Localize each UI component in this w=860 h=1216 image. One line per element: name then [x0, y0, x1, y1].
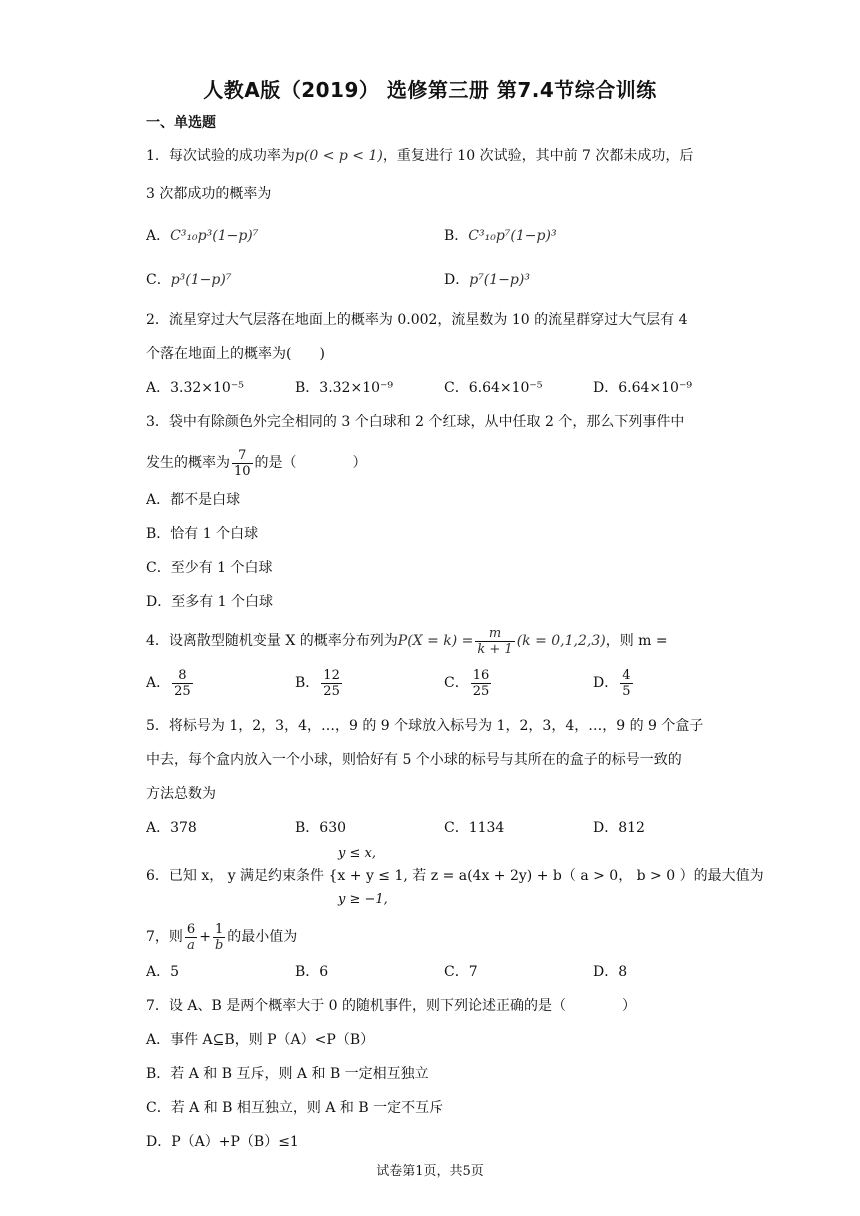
- question-3-stem: 3．袋中有除颜色外完全相同的 3 个白球和 2 个红球，从中任取 2 个，那么下列事件中: [146, 414, 685, 430]
- question-5-stem-line3: 方法总数为: [146, 786, 216, 802]
- q4-option-b[interactable]: B． $\frac{12}{25}$: [295, 667, 340, 699]
- question-6-stem-line2: 7，则 $\frac{6}{a}$ + $\frac{1}{b}$ 的最小值为: [146, 921, 298, 953]
- q6-constraint-3: y ≥ −1,: [338, 892, 388, 907]
- section-heading: 一、单选题: [146, 115, 216, 131]
- page-footer: 试卷第1页，共5页: [376, 1164, 484, 1179]
- question-4-stem: 4．设离散型随机变量 X 的概率分布列为P(X = k) = $\frac{m}{k + 1}$ (k = 0,1,2,3)，则 m =: [146, 625, 668, 657]
- q6-option-d[interactable]: D．8: [593, 964, 628, 980]
- question-2-stem: 2．流星穿过大气层落在地面上的概率为 0.002，流星数为 10 的流星群穿过大气层有 4: [146, 312, 688, 328]
- question-5-stem: 5．将标号为 1，2，3，4，…，9 的 9 个球放入标号为 1，2，3，4，…，9 的 9 个盒子: [146, 718, 704, 734]
- question-1-stem: 1．每次试验的成功率为p(0 < p < 1)，重复进行 10 次试验，其中前 7 次都未成功，后: [146, 148, 694, 164]
- q7-option-a[interactable]: A．事件 A⊆B，则 P（A）<P（B）: [146, 1032, 375, 1048]
- q1-option-b[interactable]: B．C³₁₀p⁷(1−p)³: [444, 228, 557, 244]
- q1-option-c[interactable]: C．p³(1−p)⁷: [146, 272, 232, 288]
- q3-fraction: $\frac{7}{10}$: [234, 447, 251, 479]
- q3-option-a[interactable]: A．都不是白球: [146, 492, 241, 508]
- question-1-stem-line2: 3 次都成功的概率为: [146, 186, 272, 202]
- question-2-stem-line2: 个落在地面上的概率为( ): [146, 346, 325, 362]
- q1-condition: p(0 < p < 1): [294, 148, 383, 164]
- question-5-stem-line2: 中去，每个盒内放入一个小球，则恰好有 5 个小球的标号与其所在的盒子的标号一致的: [146, 752, 682, 768]
- q6-option-c[interactable]: C．7: [444, 964, 478, 980]
- q5-option-c[interactable]: C．1134: [444, 820, 505, 836]
- question-3-stem-line2: 发生的概率为 $\frac{7}{10}$ 的是（ ）: [146, 447, 367, 479]
- q4-option-c[interactable]: C． $\frac{16}{25}$: [444, 667, 490, 699]
- q4-fraction: $\frac{m}{k + 1}$: [477, 625, 513, 657]
- q7-option-b[interactable]: B．若 A 和 B 互斥，则 A 和 B 一定相互独立: [146, 1066, 429, 1082]
- q6-constraint-1: y ≤ x,: [338, 846, 376, 861]
- q5-option-d[interactable]: D．812: [593, 820, 645, 836]
- q6-option-a[interactable]: A．5: [146, 964, 180, 980]
- q3-option-b[interactable]: B．恰有 1 个白球: [146, 526, 259, 542]
- q2-option-c[interactable]: C．6.64×10⁻⁵: [444, 380, 543, 396]
- q2-option-a[interactable]: A．3.32×10⁻⁵: [146, 380, 244, 396]
- q1-option-a[interactable]: A．C³₁₀p³(1−p)⁷: [146, 228, 259, 244]
- question-6-stem: 6．已知 x， y 满足约束条件 {x + y ≤ 1, 若 z = a(4x + 2y) + b（ a > 0， b > 0 ）的最大值为: [146, 868, 764, 884]
- q2-option-b[interactable]: B．3.32×10⁻⁹: [295, 380, 394, 396]
- q3-option-d[interactable]: D．至多有 1 个白球: [146, 594, 274, 610]
- q2-option-d[interactable]: D．6.64×10⁻⁹: [593, 380, 692, 396]
- q5-option-a[interactable]: A．378: [146, 820, 197, 836]
- q7-option-d[interactable]: D．P（A）+P（B）≤1: [146, 1134, 299, 1150]
- q3-option-c[interactable]: C．至少有 1 个白球: [146, 560, 273, 576]
- question-7-stem: 7．设 A、B 是两个概率大于 0 的随机事件，则下列论述正确的是（ ）: [146, 998, 637, 1014]
- q7-option-c[interactable]: C．若 A 和 B 相互独立，则 A 和 B 一定不互斥: [146, 1100, 444, 1116]
- q4-option-d[interactable]: D． $\frac{4}{5}$: [593, 667, 631, 699]
- q4-option-a[interactable]: A． $\frac{8}{25}$: [146, 667, 191, 699]
- q5-option-b[interactable]: B．630: [295, 820, 347, 836]
- page-title: 人教A版（2019） 选修第三册 第7.4节综合训练: [203, 78, 657, 102]
- q1-option-d[interactable]: D．p⁷(1−p)³: [444, 272, 530, 288]
- q6-option-b[interactable]: B．6: [295, 964, 329, 980]
